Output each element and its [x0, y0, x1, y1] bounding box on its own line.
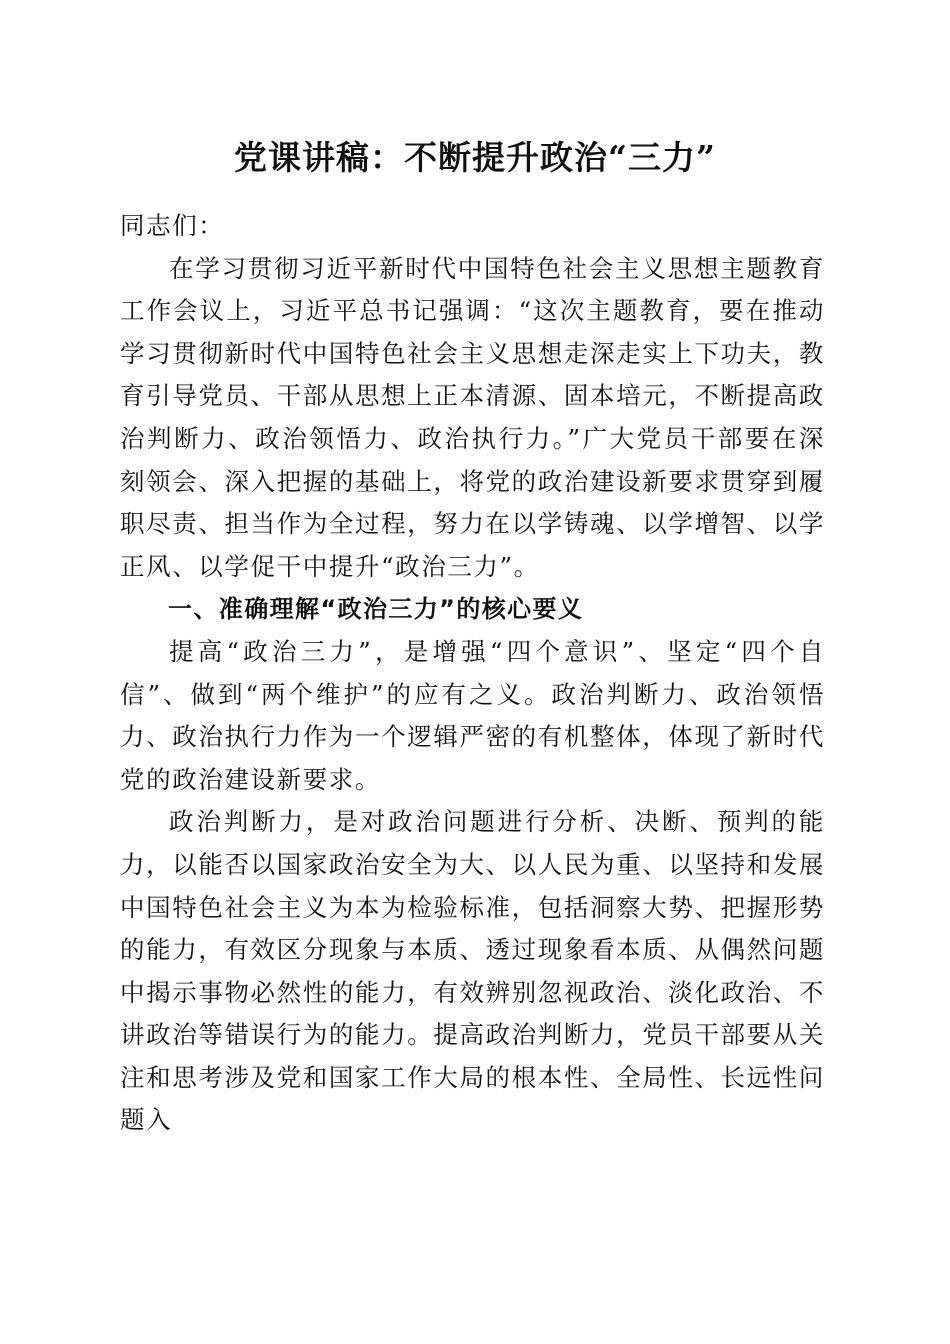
section-paragraph: 提高“政治三力”，是增强“四个意识”、坚定“四个自信”、做到“两个维护”的应有之义。政治判断力、政治领悟力、政治执行力作为一个逻辑严密的有机整体，体现了新时代党的政治建设新要求。: [120, 636, 825, 794]
document-body: [120, 205, 825, 1142]
intro-paragraph: 在学习贯彻习近平新时代中国特色社会主义思想主题教育工作会议上，习近平总书记强调：“这次主题教育，要在推动学习贯彻新时代中国特色社会主义思想走深走实上下功夫，教育引导党员、干部从思想上正本清源、固本培元，不断提高政治判断力、政治领悟力、政治执行力。”广大党员干部要在深刻领会、深入把握的基础上，将党的政治建设新要求贯穿到履职尽责、担当作为全过程，努力在以学铸魂、以学增智、以学正风、以学促干中提升“政治三力”。: [120, 253, 825, 581]
document-title: 党课讲稿：不断提升政治“三力”: [234, 138, 716, 177]
section-heading: 一、准确理解“政治三力”的核心要义: [168, 595, 584, 624]
salutation: 同志们：: [120, 211, 225, 240]
section-paragraph: 政治判断力，是对政治问题进行分析、决断、预判的能力，以能否以国家政治安全为大、以人民为重、以坚持和发展中国特色社会主义为本为检验标准，包括洞察大势、把握形势的能力，有效区分现象与本质、透过现象看本质、从偶然问题中揭示事物必然性的能力，有效辨别忽视政治、淡化政治、不讲政治等错误行为的能力。提高政治判断力，党员干部要从关注和思考涉及党和国家工作大局的根本性、全局性、长远性问题入: [120, 807, 825, 1135]
